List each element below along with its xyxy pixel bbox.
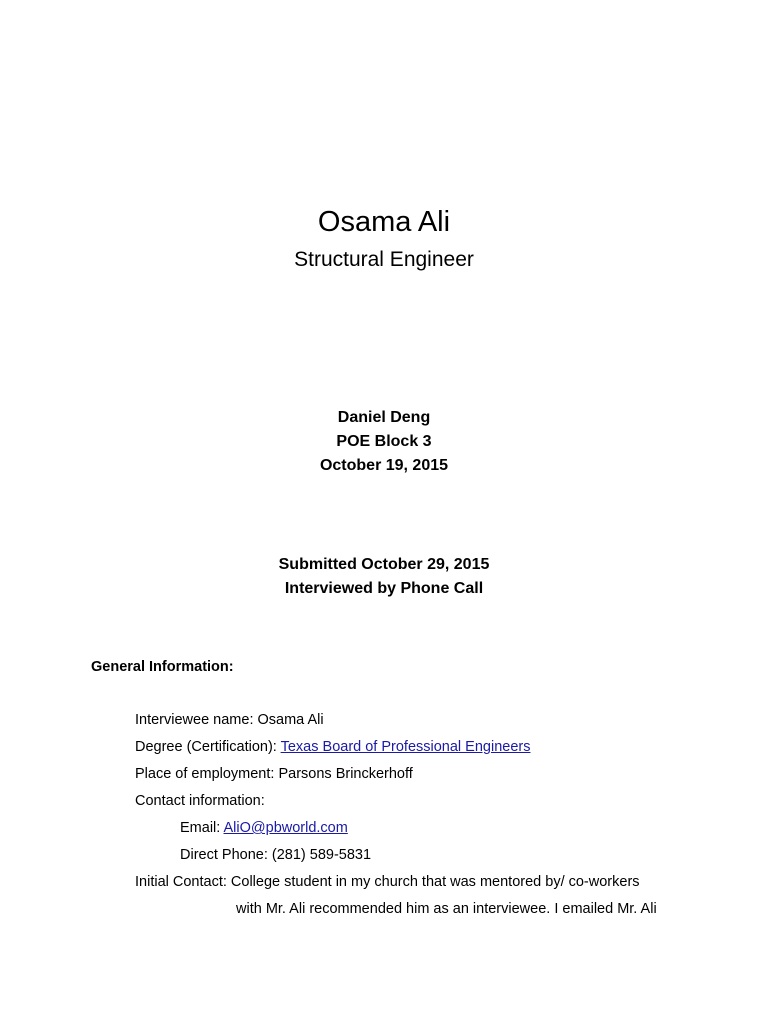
section-heading-general-information: General Information:: [91, 659, 234, 675]
employment-value: Parsons Brinckerhoff: [278, 766, 413, 782]
phone-row: [180, 845, 371, 865]
initial-contact-label: Initial Contact:: [135, 874, 231, 890]
email-row: [180, 818, 348, 838]
interviewee-value: Osama Ali: [257, 712, 324, 728]
interviewee-label: Interviewee name:: [135, 712, 258, 728]
initial-contact-line-2: with Mr. Ali recommended him as an interviewee. I emailed Mr. Ali: [236, 901, 657, 917]
initial-contact-line-1: College student in my church that was mentored by/ co-workers: [230, 874, 640, 890]
contact-information-label: Contact information:: [135, 793, 265, 809]
author-name: Daniel Deng: [337, 409, 431, 426]
submitted-date: Submitted October 29, 2015: [278, 556, 490, 573]
email-link[interactable]: AliO@pbworld.com: [223, 820, 348, 836]
phone-value: (281) 589-5831: [271, 847, 372, 863]
degree-row: [135, 737, 530, 757]
email-label: Email:: [180, 820, 224, 836]
interviewee-row: [135, 710, 324, 730]
author-date: October 19, 2015: [319, 457, 449, 474]
employment-row: [135, 764, 413, 784]
initial-contact-row: [135, 872, 640, 892]
author-class: POE Block 3: [336, 433, 432, 450]
employment-label: Place of employment:: [135, 766, 279, 782]
phone-label: Direct Phone:: [180, 847, 272, 863]
document-subtitle: Structural Engineer: [294, 248, 474, 271]
document-title: Osama Ali: [317, 206, 451, 238]
degree-link[interactable]: Texas Board of Professional Engineers: [280, 739, 531, 755]
interview-method: Interviewed by Phone Call: [284, 580, 484, 597]
degree-label: Degree (Certification):: [135, 739, 281, 755]
